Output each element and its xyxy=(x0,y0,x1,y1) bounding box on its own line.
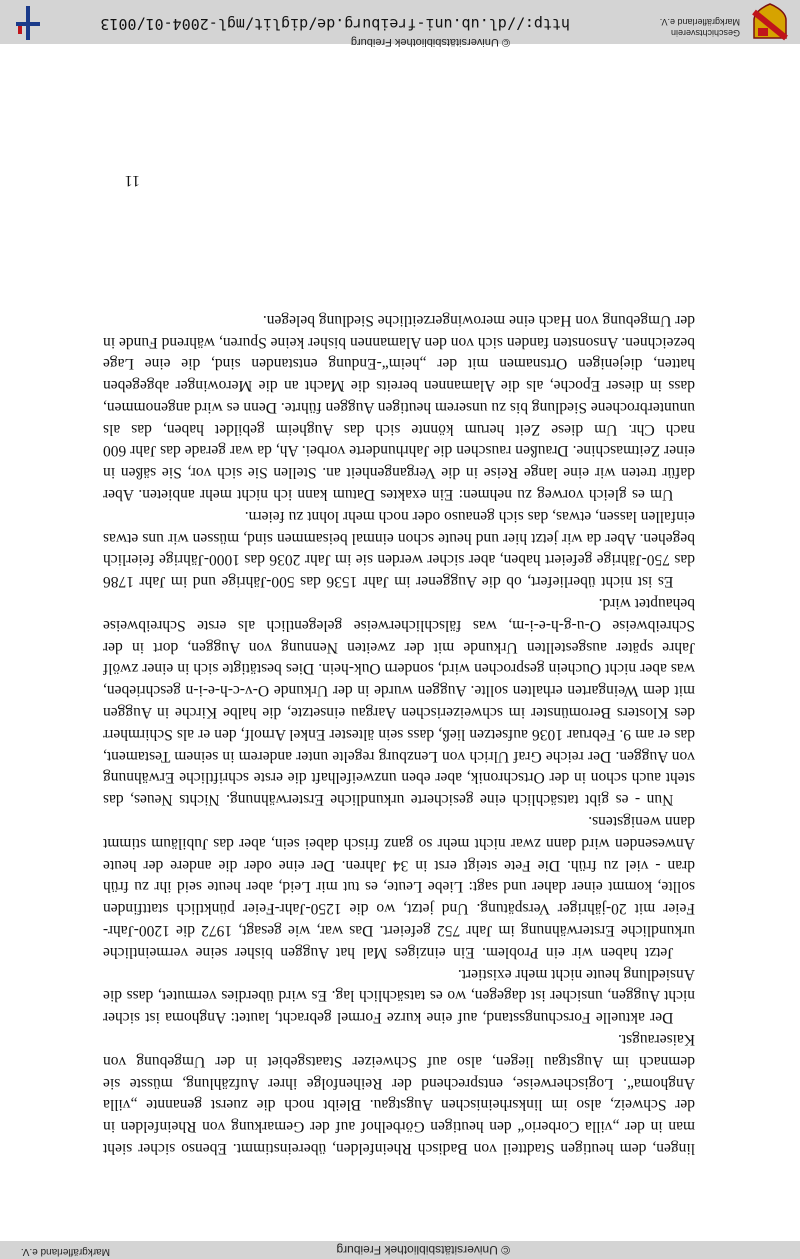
paragraph: Der aktuelle Forschungsstand, auf eine kurze Formel gebracht, lautet: Anghoma ist sicher nicht Auggen, unsicher ist dagegen, wo es tatsächlich lag. Es wird überdies vermutet, dass die Ansiedlung heute nicht mehr existiert. xyxy=(103,965,695,1027)
paragraph: Nun - es gibt tatsächlich eine gesicherte urkundliche Ersterwähnung. Nichts Neues, das steht auch schon in der Ortschronik, aber eben unzweifelhaft die erste schriftliche Erwähnung von Auggen. Der reiche Graf Ulrich von Lenzburg regelte unter anderem in seinem Testament, das er am 9. Februar 1036 aufsetzen ließ, dass sein ältester Enkel Arnolf, den er als Schirmherr des Klosters Beromünster im schweizerischen Aargau einsetzte, die halbe Kirche in Auggen mit dem Weingarten erhalten sollte. Auggen wurde in der Urkunde O-v-c-h-e-i-n geschrieben, was aber nicht Ouchein gesprochen wird, sondern Ouk-hein. Dies bestätigte sich in einer zwölf Jahre später ausgestellten Urkunde mit der zweiten Nennung von Auggen, dort in der Schreibweise O-u-g-h-e-i-m, was fälschlicherweise gelegentlich als erste Schreibweise behauptet wird. xyxy=(103,595,695,809)
document-url[interactable]: http://dl.ub.uni-freiburg.de/diglit/mgl-2004-01/0013 xyxy=(100,15,570,33)
paragraph: Es ist nicht überliefert, ob die Auggener im Jahr 1536 das 500-Jährige und im Jahr 1786 das 750-Jährige gefeiert haben, aber sicher werden sie im Jahr 2036 das 1000-Jährige feierlich begehen. Aber da wir jetzt hier und heute schon einmal beisammen sind, müssen wir uns etwas einfallen lassen, etwas, das sich genauso oder noch mehr lohnt zu feiern. xyxy=(103,507,695,591)
paragraph: lingen, dem heutigen Stadtteil von Badisch Rheinfelden, übereinstimmt. Ebenso sicher sieht man in der „villa Corberio“ den heutigen Görbelhof auf der Gemarkung von Rheinfelden in der Schweiz, also im linksrheinischen Augstgau. Bleibt noch die zuerst genannte „villa Anghoma“. Logischerweise, entsprechend der Reihenfolge ihrer Aufzählung, müsste sie demnach im Augstgau liegen, also auf Schweizer Staatsgebiet in der Umgebung von Kaiseraugst. xyxy=(103,1031,695,1157)
society-crest-icon xyxy=(750,2,790,42)
paragraph: Jetzt haben wir ein Problem. Ein einziges Mal hat Auggen bisher seine vermeintliche urkundliche Ersterwähnung im Jahr 752 gefeiert. Das war, wie gesagt, 1972 die 1200-Jahr-Feier mit 20-jähriger Verspätung. Und jetzt, wo die 1250-Jahr-Feier pünktlich stattfinden sollte, kommt einer daher und sagt: Liebe Leute, es tut mir Leid, aber heute seid ihr zu früh dran - viel zu früh. Die Fete steigt erst in 34 Jahren. Der eine oder die andere der heute Anwesenden wird dann zwar nicht mehr so ganz frisch dabei sein, aber das Jubiläum stimmt dann wenigstens. xyxy=(103,813,695,961)
footer-society: Markgräflerland e.V. xyxy=(20,1246,110,1257)
footer-copyright: © Universitätsbibliothek Freiburg xyxy=(336,1243,510,1257)
footer-banner xyxy=(0,1241,800,1259)
header-copyright: © Universitätsbibliothek Freiburg xyxy=(350,36,510,48)
page-number: 11 xyxy=(124,172,140,189)
library-logo-icon xyxy=(14,6,42,40)
body-text xyxy=(103,309,695,1159)
header-society: Geschichtsverein Markgräflerland e.V. xyxy=(659,17,740,38)
paragraph: Um es gleich vorweg zu nehmen: Ein exaktes Datum kann ich nicht mehr anbieten. Aber dafür treten wir eine lange Reise in die Vergangenheit an. Stellen Sie sich vor, Sie säßen in einer Zeitmaschine. Draußen rauschen die Jahrhunderte vorbei. Ah, da war gerade das Jahr 600 nach Chr. Um diese Zeit herum könnte sich das Augheim gebildet haben, das als ununterbrochene Siedlung bis zu unserem heutigen Auggen führte. Denn es wird angenommen, dass in dieser Epoche, als die Alamannen bereits die Macht an die Merowinger abgegeben hatten, diejenigen Ortsnamen mit der „heim“-Endung entstanden sind, die eine Lage bezeichnen. Ansonsten fanden sich von den Alamannen bisher keine Spuren, während Funde in der Umgebung von Hach eine merowingerzeitliche Siedlung belegen. xyxy=(103,311,695,504)
header-banner xyxy=(0,0,800,48)
